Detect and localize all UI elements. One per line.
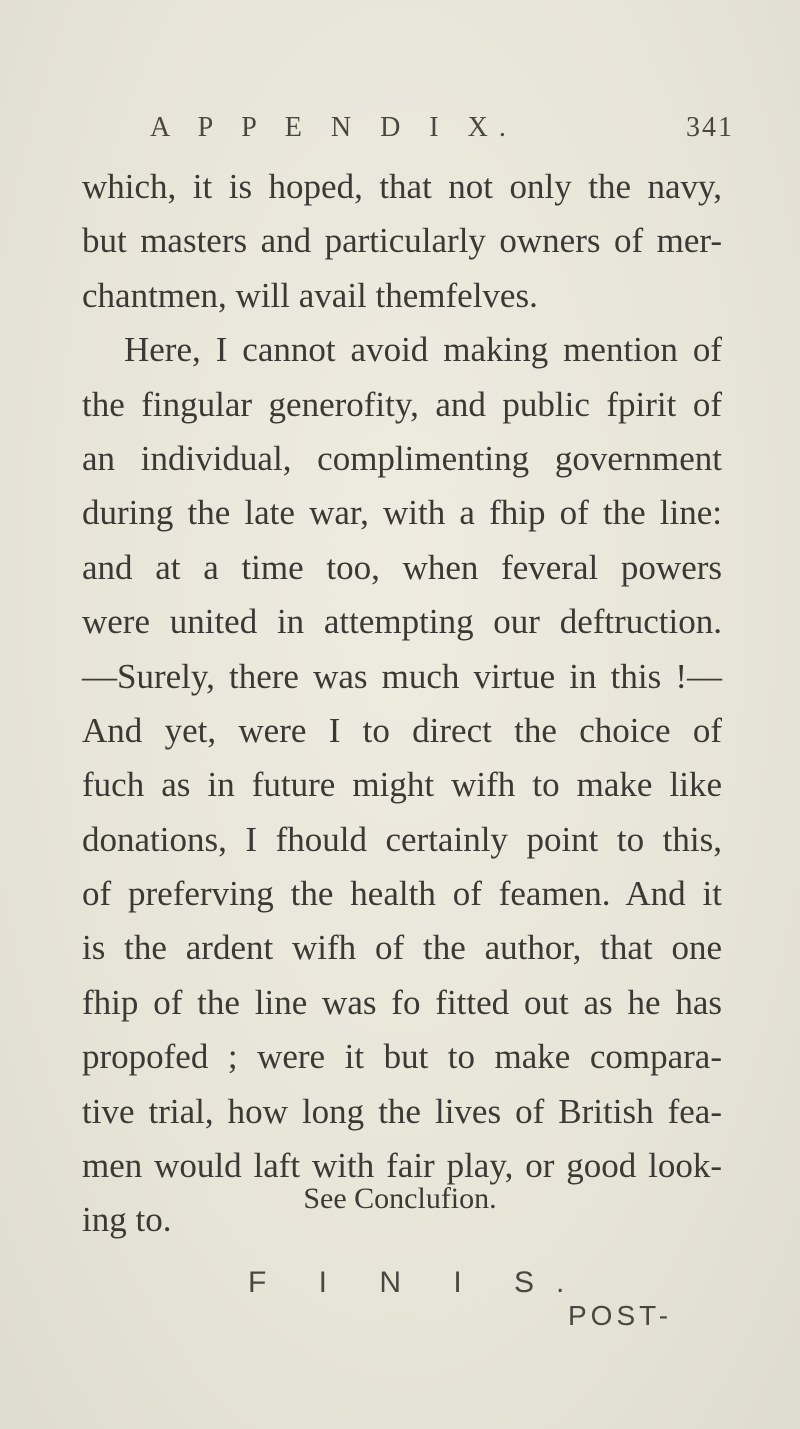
body-text [82,160,722,1248]
catchword: POST- [568,1300,673,1331]
text-line: And yet, were I to direct the choice of [82,710,722,750]
text-line: an individual, complimenting government [82,438,722,478]
running-head-title: A P P E N D I X. [150,112,517,143]
text-line: the fingular generofity, and public fpirit of [82,384,722,424]
text-line: chantmen, will avail themfelves. [82,275,538,315]
text-line: and at a time too, when feveral powers [82,547,722,587]
text-line: of preferving the health of feamen. And it [82,874,722,914]
text-line: is the ardent wifh of the author, that one [82,928,722,968]
text-line: during the late war, with a fhip of the line: [82,493,722,533]
running-head [0,112,800,152]
text-line: men would laft with fair play, or good look- [82,1146,722,1186]
text-line: which, it is hoped, that not only the navy, [82,167,722,206]
text-line: Here, I cannot avoid making mention of [124,330,722,370]
text-line: fhip of the line was fo fitted out as he has [82,982,722,1022]
text-line: were united in attempting our deftruction. [82,602,722,642]
text-line: tive trial, how long the lives of British fea- [82,1091,722,1131]
text-line: donations, I fhould certainly point to this, [82,819,722,859]
finis: F I N I S. [248,1266,587,1299]
page-number: 341 [686,112,734,143]
text-line: —Surely, there was much virtue in this !— [82,656,722,696]
text-line: propofed ; were it but to make compara- [82,1037,722,1077]
text-line: ing to. [82,1200,172,1240]
text-line: fuch as in future might wifh to make like [82,765,722,805]
see-reference: See Conclufion. [303,1182,497,1215]
text-line: but masters and particularly owners of mer- [82,221,722,261]
